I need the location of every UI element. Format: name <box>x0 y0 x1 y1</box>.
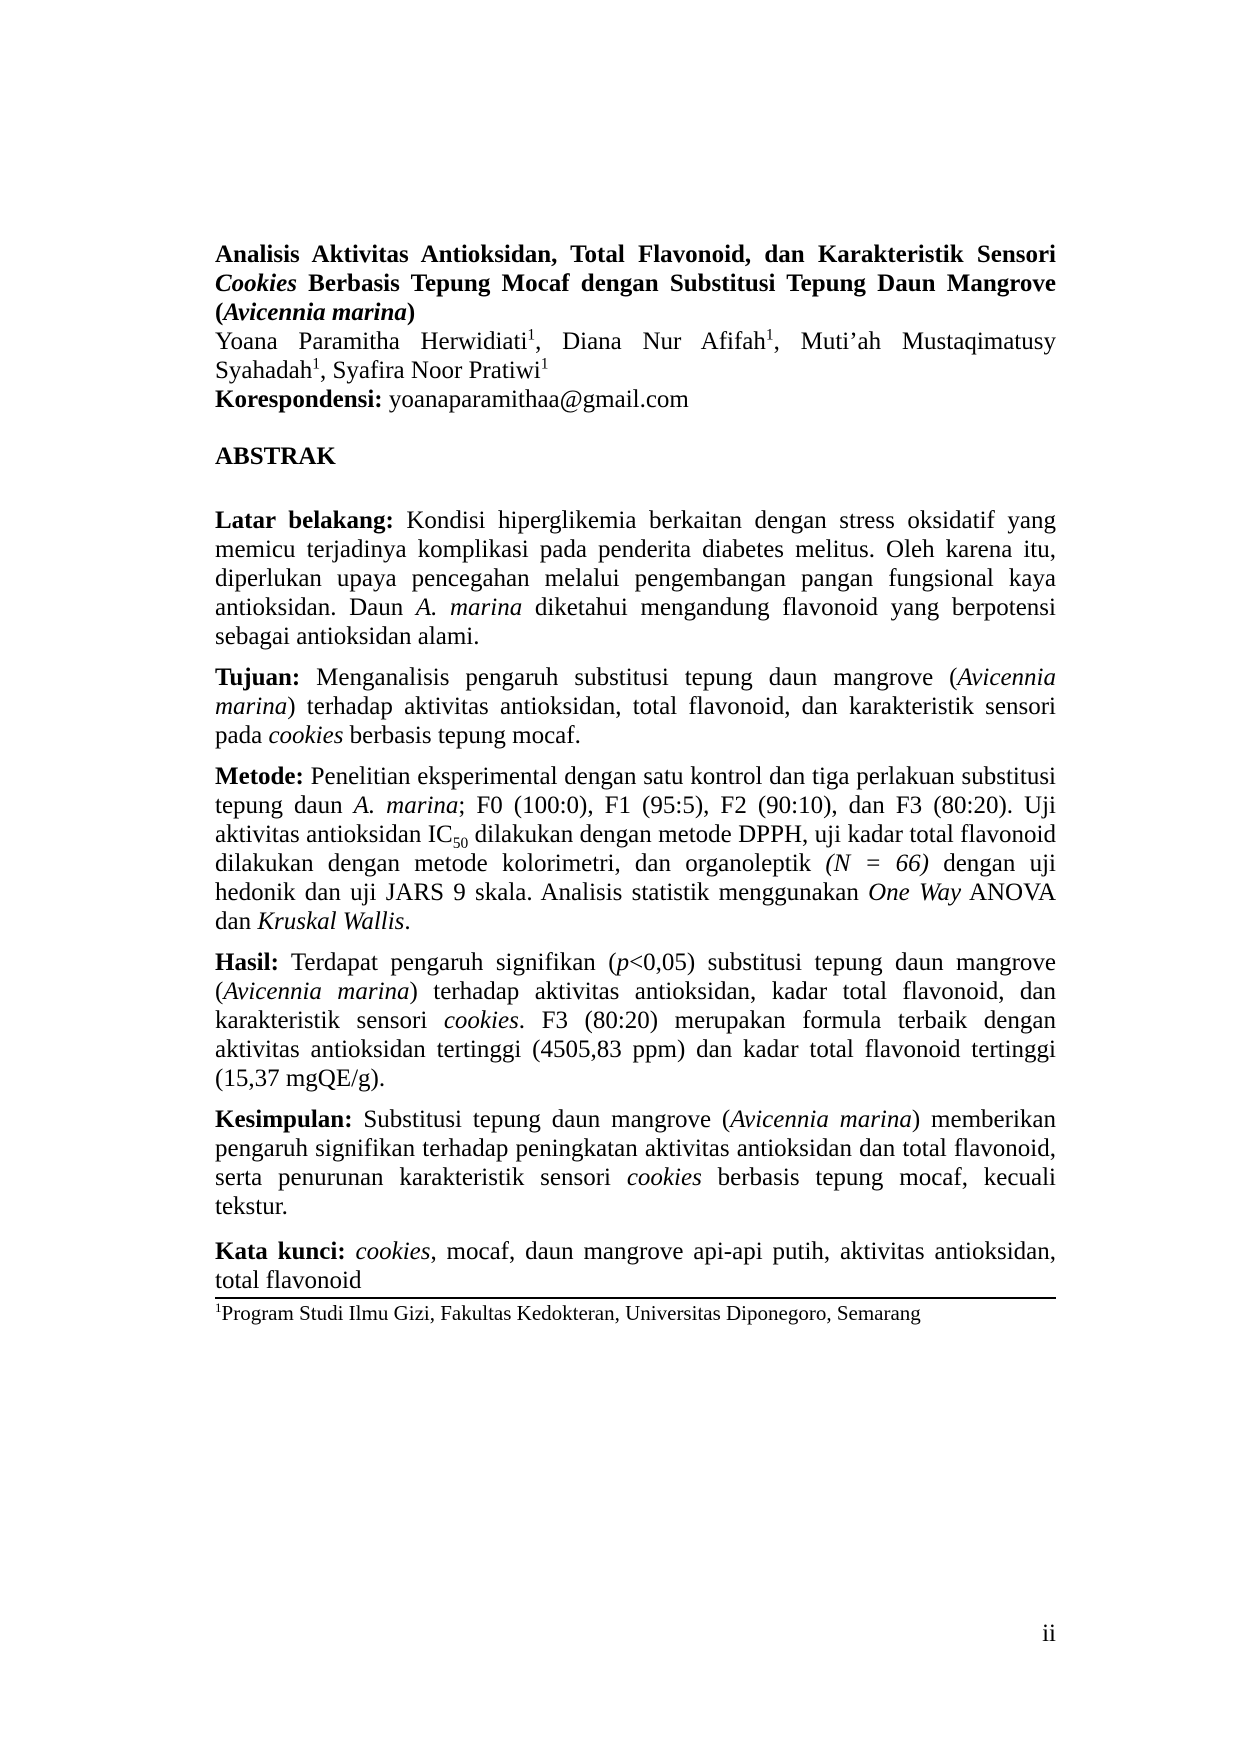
text-run: Menganalisis pengaruh substitusi tepung daun mangrove ( <box>300 664 958 691</box>
text-run: , Diana Nur Afifah <box>535 328 766 355</box>
footnote-affiliation <box>215 1300 1056 1326</box>
text-run: Avicennia marina <box>215 664 1056 720</box>
document-title <box>215 240 1056 327</box>
paragraph-latar-belakang <box>215 506 1056 651</box>
paragraph-kata-kunci <box>215 1237 1056 1295</box>
text-run <box>346 1238 356 1265</box>
text-run: 50 <box>452 835 469 852</box>
text-run: yoanaparamithaa@gmail.com <box>382 386 689 413</box>
text-run: Tujuan: <box>215 664 301 691</box>
text-run: Latar belakang: <box>215 507 394 534</box>
text-run: Avicennia marina <box>223 978 410 1005</box>
text-run: One Way <box>868 879 962 906</box>
text-run: berbasis tepung mocaf. <box>343 722 581 749</box>
footnote-divider <box>215 1297 1056 1299</box>
text-run: Korespondensi: <box>215 386 383 413</box>
text-run: Yoana Paramitha Herwidiati <box>215 328 528 355</box>
text-run: Analisis Aktivitas Antioksidan, Total Flavonoid, dan Karakteristik Sensori <box>215 241 1056 268</box>
text-run: dilakukan dengan metode DPPH, uji kadar total flavonoid dilakukan dengan metode kolorimetri, dan organoleptik <box>215 821 1056 877</box>
text-run: 1 <box>540 355 549 373</box>
text-run: . <box>404 908 411 935</box>
abstract-heading: ABSTRAK <box>215 443 336 470</box>
text-run: p <box>616 949 630 976</box>
paragraph-kesimpulan <box>215 1105 1056 1221</box>
text-run: Avicennia marina <box>730 1106 912 1133</box>
authors-line <box>215 327 1056 385</box>
text-run: ) terhadap aktivitas antioksidan, kadar total flavonoid, dan karakteristik sensori <box>215 978 1056 1034</box>
text-run: Terdapat pengaruh signifikan ( <box>278 949 617 976</box>
text-run: cookies <box>355 1238 431 1265</box>
text-run: , Muti’ah Mustaqimatusy Syahadah <box>215 328 1056 384</box>
text-run: A. marina <box>353 792 459 819</box>
text-run: 1 <box>765 326 774 344</box>
text-run: Kruskal Wallis <box>257 908 405 935</box>
abstract-content <box>215 240 1056 1326</box>
text-run: (N = 66) <box>825 850 929 877</box>
text-run: , mocaf, daun mangrove api-api putih, aktivitas antioksidan, total flavonoid <box>215 1238 1056 1294</box>
text-run: Berbasis Tepung Mocaf dengan Substitusi Tepung Daun Mangrove ( <box>215 270 1056 326</box>
text-run: 1 <box>312 355 320 373</box>
text-run: ) terhadap aktivitas antioksidan, total flavonoid, dan karakteristik sensori pada <box>215 693 1056 749</box>
text-run: . F3 (80:20) merupakan formula terbaik dengan aktivitas antioksidan tertinggi (4505,83 ppm) dan kadar total flavonoid tertinggi (15,37 mgQE/g). <box>215 1007 1056 1092</box>
text-run: berbasis tepung mocaf, kecuali tekstur. <box>215 1164 1056 1220</box>
text-run: A. marina <box>415 594 523 621</box>
page-number: ii <box>1042 1620 1056 1647</box>
text-run: cookies <box>626 1164 702 1191</box>
text-run: Hasil: <box>215 949 279 976</box>
text-run: Cookies <box>215 270 297 297</box>
correspondence-line <box>215 385 1056 414</box>
paragraph-metode <box>215 762 1056 936</box>
text-run: ) <box>406 299 416 326</box>
text-run: ANOVA dan <box>215 879 1057 935</box>
paragraph-hasil <box>215 948 1056 1093</box>
text-run: ; F0 (100:0), F1 (95:5), F2 (90:10), dan F3 (80:20). Uji aktivitas antioksidan IC <box>215 792 1056 848</box>
text-run: Kesimpulan: <box>215 1106 353 1133</box>
text-run: , Syafira Noor Pratiwi <box>319 357 541 384</box>
text-run: Substitusi tepung daun mangrove ( <box>352 1106 731 1133</box>
text-run: cookies <box>443 1007 519 1034</box>
text-run: ) memberikan pengaruh signifikan terhadap peningkatan aktivitas antioksidan dan total flavonoid, serta penurunan karakteristik sensori <box>215 1106 1056 1191</box>
text-run: Kondisi hiperglikemia berkaitan dengan stress oksidatif yang memicu terjadinya komplikasi pada penderita diabetes melitus. Oleh karena itu, diperlukan upaya pencegahan melalui pengembangan pangan fungsional kaya antioksidan. Daun <box>215 507 1056 621</box>
text-run: diketahui mengandung flavonoid yang berpotensi sebagai antioksidan alami. <box>215 594 1056 650</box>
text-run: cookies <box>268 722 344 749</box>
text-run: Program Studi Ilmu Gizi, Fakultas Kedokteran, Universitas Diponegoro, Semarang <box>221 1301 921 1325</box>
text-run: Penelitian eksperimental dengan satu kontrol dan tiga perlakuan substitusi tepung daun <box>215 763 1056 819</box>
text-run: Avicennia marina <box>223 299 407 326</box>
text-run: <0,05) substitusi tepung daun mangrove ( <box>215 949 1056 1005</box>
text-run: 1 <box>215 1300 222 1315</box>
text-run: 1 <box>527 326 536 344</box>
text-run: Kata kunci: <box>215 1238 346 1265</box>
paragraph-tujuan <box>215 663 1056 750</box>
text-run: dengan uji hedonik dan uji JARS 9 skala. Analisis statistik menggunakan <box>215 850 1056 906</box>
text-run: Metode: <box>215 763 304 790</box>
